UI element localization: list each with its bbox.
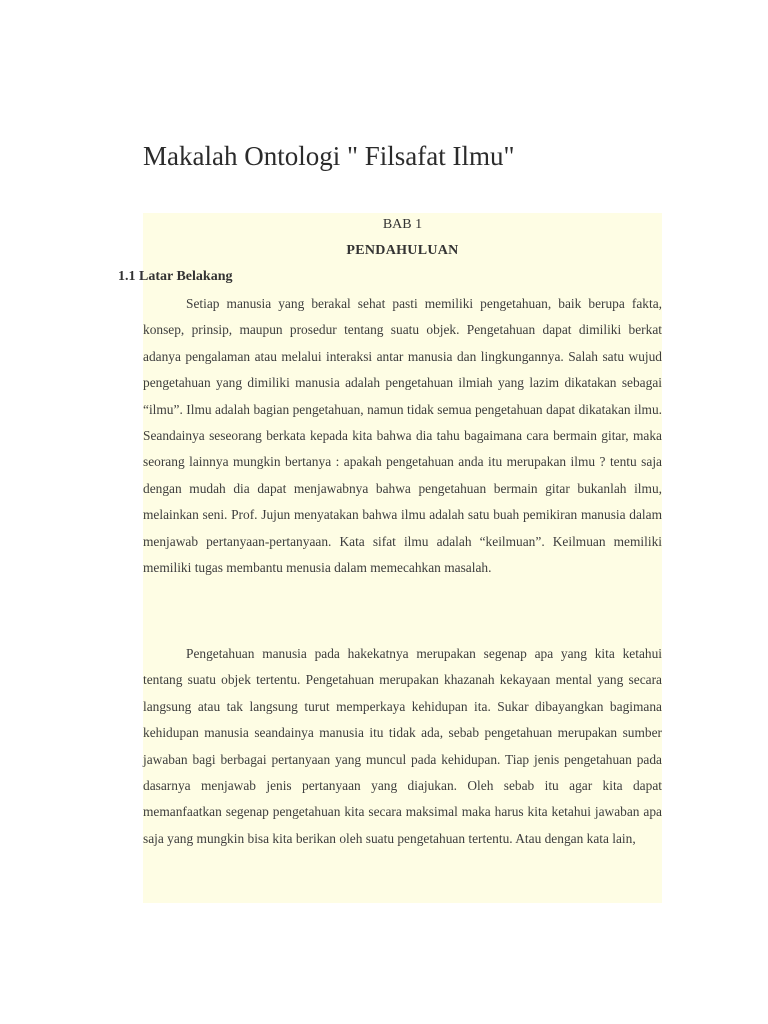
chapter-label: BAB 1 — [382, 217, 423, 232]
paragraph: Pengetahuan manusia pada hakekatnya merupakan segenap apa yang kita ketahui tentang suatu objek tertentu. Pengetahuan merupakan khazanah kekayaan mental yang secara langsung atau tak langsung turut memperkaya kehidupan ita. Sukar dibayangkan bagimana kehidupan manusia seandainya manusia itu tidak ada, sebab pengetahuan merupakan sumber jawaban bagi berbagai pertanyaan yang muncul pada kehidupan. Tiap jenis pengetahuan pada dasarnya menjawab jenis pertanyaan yang diajukan. Oleh sebab itu agar kita dapat memanfaatkan segenap pengetahuan kita secara maksimal maka harus kita ketahui jawaban apa saja yang mungkin bisa kita berikan oleh suatu pengetahuan tertentu. Atau dengan kata lain, — [143, 646, 662, 846]
page-title: Makalah Ontologi " Filsafat Ilmu" — [143, 141, 515, 171]
section-heading: 1.1 Latar Belakang — [118, 269, 233, 284]
chapter-title: PENDAHULUAN — [346, 243, 459, 258]
paragraph: Setiap manusia yang berakal sehat pasti memiliki pengetahuan, baik berupa fakta, konsep, prinsip, maupun prosedur tentang suatu objek. Pengetahuan dapat dimiliki berkat adanya pengalaman atau melalui interaksi antar manusia dan lingkungannya. Salah satu wujud pengetahuan yang dimiliki manusia adalah pengetahuan ilmiah yang lazim dikatakan sebagai “ilmu”. Ilmu adalah bagian pengetahuan, namun tidak semua pengetahuan dapat dikatakan ilmu. Seandainya seseorang berkata kepada kita bahwa dia tahu bagaimana cara bermain gitar, maka seorang lainnya mungkin bertanya : apakah pengetahuan anda itu merupakan ilmu ? tentu saja dengan mudah dia dapat menjawabnya bahwa pengetahuan bermain gitar bukanlah ilmu, melainkan seni. Prof. Jujun menyatakan bahwa ilmu adalah satu buah pemikiran manusia dalam menjawab pertanyaan-pertanyaan. Kata sifat ilmu adalah “keilmuan”. Keilmuan memiliki memiliki tugas membantu menusia dalam memecahkan masalah. — [143, 296, 662, 576]
